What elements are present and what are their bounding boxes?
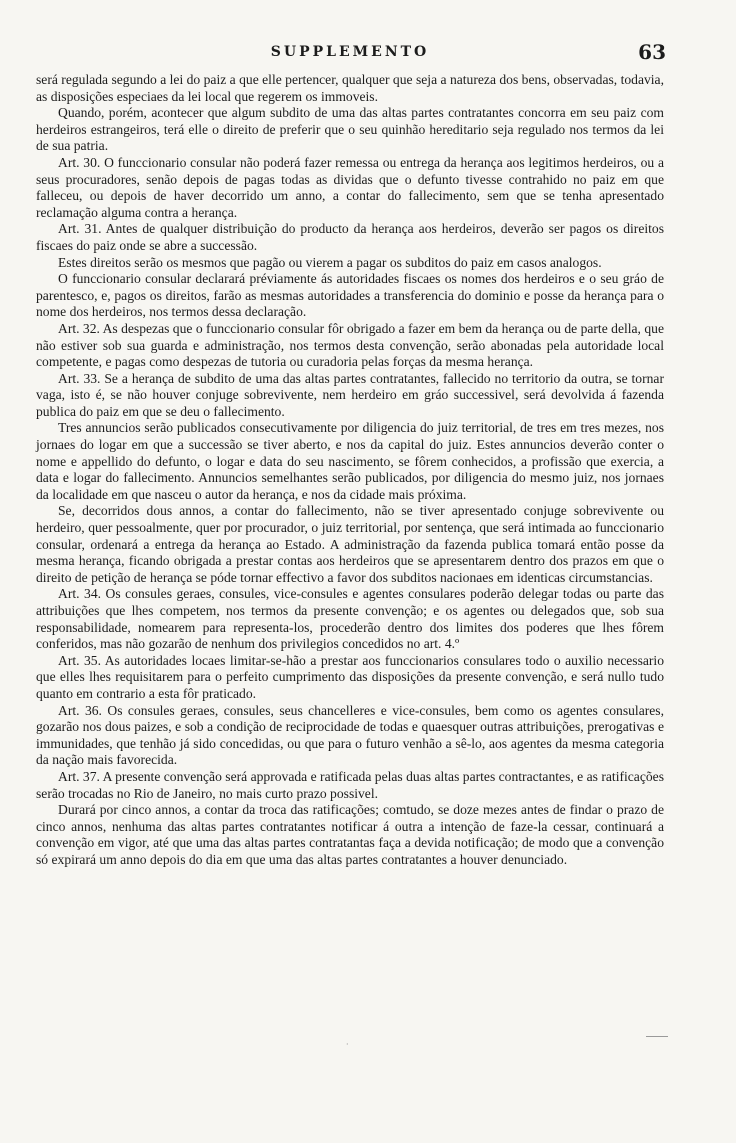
article-30: Art. 30. O funccionario consular não poderá fazer remessa ou entrega da herança aos legitimos herdeiros, ou a seus procuradores, senão depois de pagas todas as dividas que o defunto tivesse contrahido no paiz em que falleceu, ou depois de haver decorrido um anno, a contar do fallecimento, sem que se tenha apresentado reclamação alguma contra a herança. <box>36 154 664 220</box>
paragraph: Quando, porém, acontecer que algum subdito de uma das altas partes contratantes concorra em seu paiz com herdeiros estrangeiros, terá elle o direito de preferir que o seu quinhão hereditario seja regulado nos termos da lei de sua patria. <box>36 105 664 154</box>
article-35: Art. 35. As autoridades locaes limitar-se-hão a prestar aos funccionarios consulares todo o auxilio necessario que elles lhes requisitarem para o perfeito cumprimento das disposições da presente convenção, e será nullo tudo quanto em contrario a esta fôr praticado. <box>36 652 664 701</box>
paragraph: O funccionario consular declarará préviamente ás autoridades fiscaes os nomes dos herdeiros e o seu gráo de parentesco, e, pagos os direitos, farão as mesmas autoridades a transferencia do dominio e posse da herança para o nome dos herdeiros, nos termos dessa declaração. <box>36 271 664 320</box>
running-header <box>36 40 666 70</box>
paragraph: Se, decorridos dous annos, a contar do fallecimento, não se tiver apresentado conjuge sobrevivente ou herdeiro, quer pessoalmente, quer por procurador, o juiz territorial, por sentença, que será intimada ao funccionario consular, ordenará a entrega da herança ao Estado. A administração da fazenda publica tomará então posse da mesma herança, ficando obrigada a prestar contas aos herdeiros que se apresentarem dentro dos prazos em que o direito de petição de herança se póde tornar effectivo a favor dos subditos nacionaes em identicas circumstancias. <box>36 503 664 585</box>
page-number: 63 <box>638 40 666 64</box>
paragraph: Estes direitos serão os mesmos que pagão ou vierem a pagar os subditos do paiz em casos analogos. <box>58 254 602 270</box>
article-34: Art. 34. Os consules geraes, consules, vice-consules e agentes consulares poderão delegar todas ou parte das attribuições que lhes competem, nos termos da presente convenção; e os agentes ou delegados que, sob sua responsabilidade, nomearem para representa-los, procederão dentro dos limites dos poderes que lhes fôrem conferidos, mas não gozarão de nenhum dos privilegios concedidos no art. 4.º <box>36 586 664 652</box>
article-37: Art. 37. A presente convenção será approvada e ratificada pelas duas altas partes contractantes, e as ratificações serão trocadas no Rio de Janeiro, no mais curto prazo possivel. <box>36 768 664 801</box>
article-31: Art. 31. Antes de qualquer distribuição do producto da herança aos herdeiros, deverão ser pagos os direitos fiscaes do paiz onde se abre a successão. <box>36 221 664 253</box>
paragraph-continuation: será regulada segundo a lei do paiz a que elle pertencer, qualquer que seja a natureza dos bens, observadas, todavia, as disposições especiaes da lei local que regerem os immoveis. <box>36 72 664 104</box>
print-speck: · <box>346 1040 349 1049</box>
article-36: Art. 36. Os consules geraes, consules, seus chancelleres e vice-consules, bem como os agentes consulares, gozarão nos dous paizes, e sob a condição de reciprocidade de todas e quaesquer outras attribuições, prerogativas e immunidades, que tenhão já sido concedidas, ou que para o futuro venhão a sê-lo, aos agentes da mesma categoria da nação mais favorecida. <box>36 702 664 768</box>
body-text <box>36 72 664 869</box>
running-title: SUPPLEMENTO <box>270 44 430 60</box>
paragraph: Tres annuncios serão publicados consecutivamente por diligencia do juiz territorial, de tres em tres mezes, nos jornaes do logar em que a successão se tiver aberto, e nos da capital do juiz. Estes annuncios deverão conter o nome e appellido do defunto, o logar e data do seu nascimento, se fôrem conhecidos, a profissão que exercia, a data e logar do fallecimento. Annuncios semelhantes serão publicados, por diligencia do mesmo juiz, nos jornaes da localidade em que nasceu o autor da herança, e nos da cidade mais próxima. <box>36 420 664 502</box>
print-dash <box>646 1036 668 1037</box>
article-32: Art. 32. As despezas que o funccionario consular fôr obrigado a fazer em bem da herança ou de parte della, que não estiver sob sua guarda e administração, nos termos desta convenção, serão abonadas pela autoridade local competente, e pagas como despezas de tutoria ou curadoria pelas forças da mesma herança. <box>36 320 664 370</box>
paragraph-final: Durará por cinco annos, a contar da troca das ratificações; comtudo, se doze mezes antes de findar o prazo de cinco annos, nenhuma das altas partes contratantes notificar á outra a intenção de faze-la cessar, continuará a convenção em vigor, até que uma das altas partes contratantas faça a devida notificação; de modo que a convenção só expirará um anno depois do dia em que uma das altas partes contratantes a houver denunciado. <box>36 802 664 867</box>
article-33: Art. 33. Se a herança de subdito de uma das altas partes contratantes, fallecido no territorio da outra, se tornar vaga, isto é, se não houver conjuge sobrevivente, nem herdeiro em gráo successivel, será devolvida á fazenda publica do paiz em que se deu o fallecimento. <box>36 370 664 419</box>
